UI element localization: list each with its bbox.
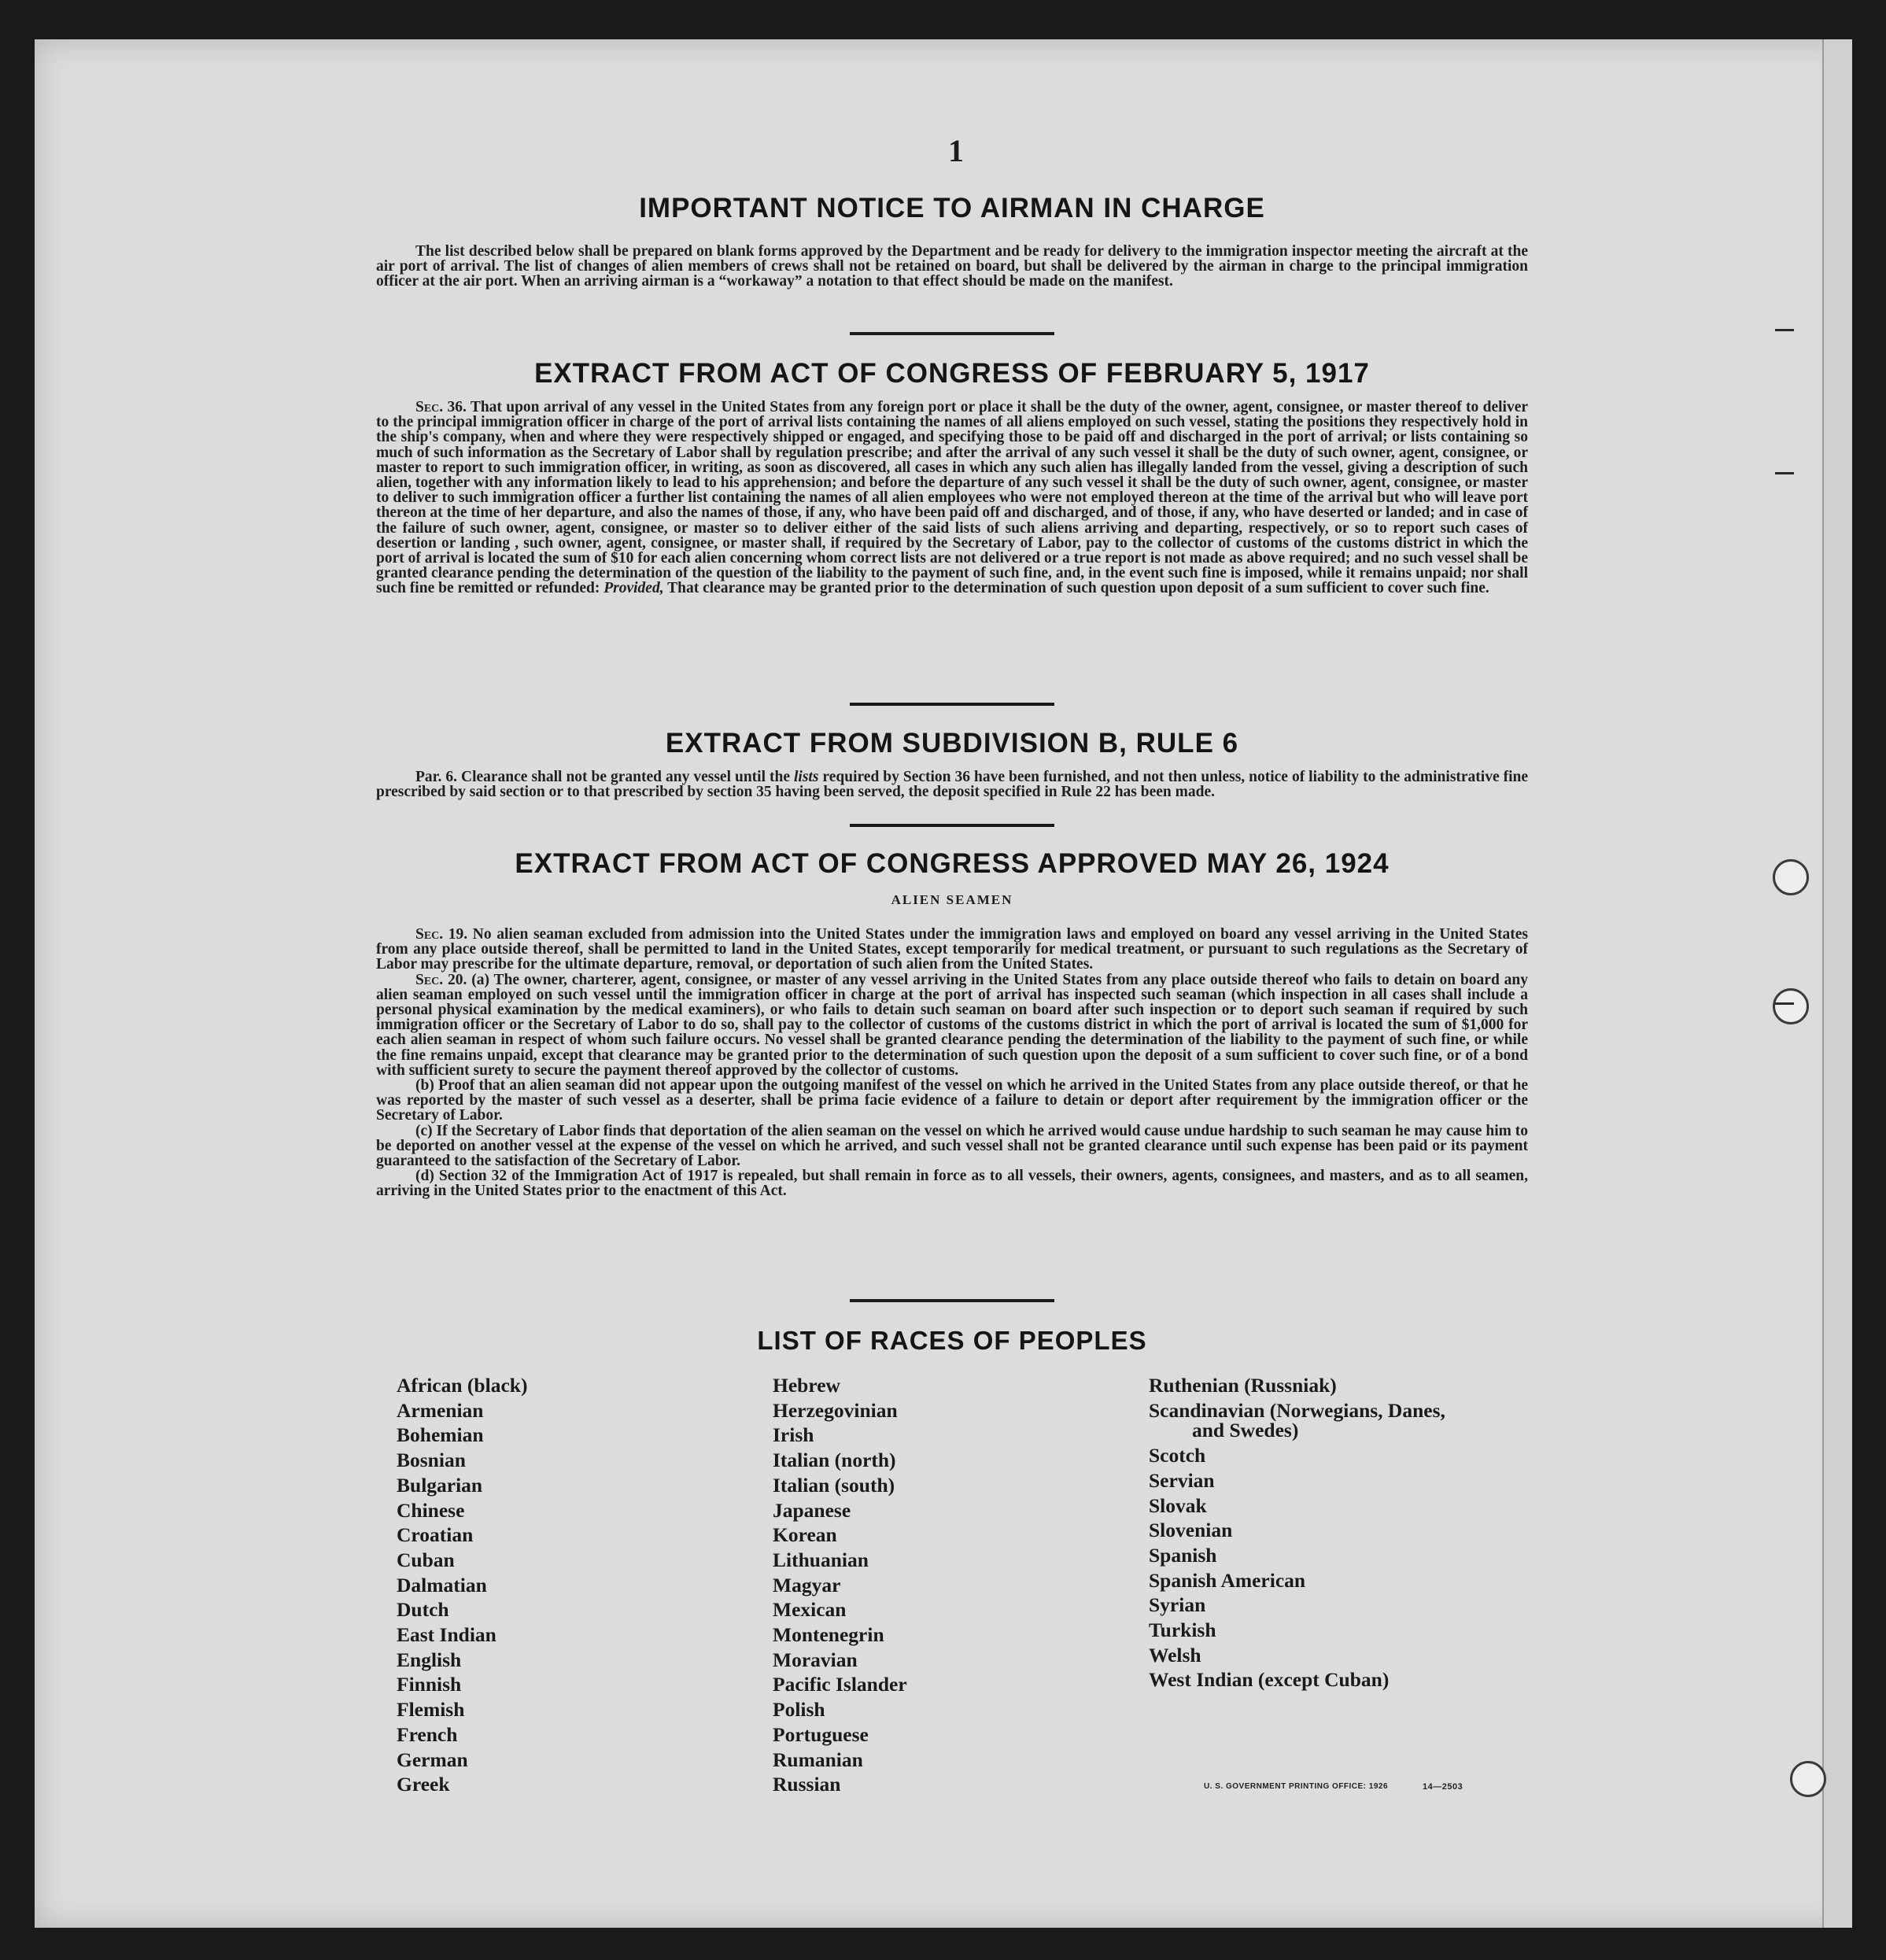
rule6-lists: lists: [793, 769, 819, 785]
sec20c-text: (c) If the Secretary of Labor finds that deportation of the alien seaman on the vessel on which he arrived would cause undue hardship to such seaman he may cause him to be deported on another vessel at the expense of the vessel on which he arrived, and such vessel shall not be granted clearance until such expense has been paid or its payment guaranteed to the satisfaction of the Secretary of Labor.: [376, 1122, 1528, 1170]
act-1924-heading: EXTRACT FROM ACT OF CONGRESS APPROVED MAY 26, 1924: [515, 848, 1390, 879]
races-column-2: [773, 1373, 907, 1797]
race-item: Rumanian: [773, 1748, 863, 1771]
race-item: Dutch: [397, 1598, 449, 1622]
race-item: Bulgarian: [397, 1473, 483, 1497]
rule6-par-a: Par. 6. Clearance shall not be granted any vessel until the: [415, 769, 790, 785]
race-item: Moravian: [773, 1648, 858, 1671]
race-item: Finnish: [397, 1673, 462, 1696]
section-divider: [850, 824, 1054, 827]
sec19-text: No alien seaman excluded from admission into the United States under the immigration laws and employed on board any vessel arriving in the United States from any place outside thereof, shall be permitted to land in the United States, except temporarily for medical treatment, or pursuant to such regulations as the Secretary of Labor may prescribe for the ultimate departure, removal, or deportation of such alien from the United States.: [376, 926, 1528, 973]
provided-word: Provided,: [603, 580, 664, 597]
rule6-par-b: required by Section 36 have been furnished, and not then unless, notice of liability to the administrative fine prescribed by said section or to that prescribed by section 35 having been served, the deposit specified in Rule 22 has been made.: [376, 769, 1529, 801]
race-item: Turkish: [1149, 1619, 1216, 1642]
race-item: Russian: [773, 1773, 841, 1796]
race-item-continued: and Swedes): [1192, 1419, 1299, 1442]
race-item: Portuguese: [773, 1722, 869, 1746]
race-item: Scotch: [1149, 1444, 1206, 1467]
section-label: Sec. 36.: [415, 399, 467, 415]
act-1924-text: [376, 927, 1528, 1199]
races-column-3: [1149, 1373, 1445, 1692]
section-divider: [850, 1299, 1054, 1302]
race-item: Spanish: [1149, 1543, 1217, 1567]
race-item: Polish: [773, 1698, 825, 1722]
alien-seamen-subheading: ALIEN SEAMEN: [891, 892, 1013, 907]
race-item: Lithuanian: [773, 1548, 869, 1571]
race-item: Syrian: [1149, 1593, 1206, 1617]
race-item: Magyar: [773, 1573, 841, 1596]
race-item: Irish: [773, 1423, 814, 1447]
races-heading: LIST OF RACES OF PEOPLES: [757, 1326, 1147, 1355]
race-item: East Indian: [397, 1623, 496, 1647]
sec36-text: That upon arrival of any vessel in the United States from any foreign port or place it shall be the duty of the owner, agent, consignee, or master thereof to deliver to the principal immigration officer in charge of the port of arrival lists containing the names of all aliens employed on such vessel, stating the positions they respectively hold in the ship's company, when and where they were respectively shipped or engaged, and specifying those to be paid off and discharged in the port of arrival; or lists containing so much of such information as the Secretary of Labor shall by regulation prescribe; and after the arrival of any such vessel it shall be the duty of such owner, agent, consignee, or master to report to such immigration officer, in writing, as soon as discovered, all cases in which any such alien has illegally landed from the vessel, giving a description of such alien, together with any information likely to lead to his apprehension; and before the departure of any such vessel it shall be the duty of such owner, agent, consignee, or master to deliver to such immigration officer a further list containing the names of all alien employees who were not employed thereon at the time of the arrival but who will leave port thereon at the time of her departure, and also the names of those, if any, who have been paid off and discharged, and of those, if any, who have deserted or landed; and in case of the failure of such owner, agent, consignee, or master so to deliver either of the said lists of such aliens arriving and departing, respectively, or so to report such cases of desertion or landing , such owner, agent, consignee, or master shall, if required by the Secretary of Labor, pay to the collector of customs of the customs district in which the port of arrival is located the sum of $10 for each alien concerning whom correct lists are not delivered or a true report is not made as above required; and no such vessel shall be granted clearance pending the determination of the question of the liability to the payment of such fine, and, in the event such fine is imposed, while it remains unpaid; nor shall such fine be remitted or refunded:: [376, 399, 1529, 597]
sec20-label: Sec. 20.: [415, 971, 467, 988]
act-1917-heading: EXTRACT FROM ACT OF CONGRESS OF FEBRUARY 5, 1917: [534, 358, 1370, 389]
sec36-proviso: That clearance may be granted prior to the determination of such question upon deposit of a sum sufficient to cover such fine.: [667, 580, 1489, 597]
sec20d-text: (d) Section 32 of the Immigration Act of 1917 is repealed, but shall remain in force as to all vessels, their owners, agents, consignees, and masters, and as to all seamen, arriving in the United States prior to the enactment of this Act.: [376, 1168, 1528, 1200]
race-item: French: [397, 1722, 458, 1746]
race-item: Italian (south): [773, 1473, 895, 1497]
races-column-1: [397, 1373, 527, 1797]
race-item: Armenian: [397, 1398, 484, 1422]
race-item: Montenegrin: [773, 1623, 884, 1647]
race-item: Korean: [773, 1523, 837, 1547]
race-item: Bosnian: [397, 1449, 466, 1472]
race-item: Pacific Islander: [773, 1673, 907, 1696]
section-divider: [850, 703, 1054, 706]
race-item: Bohemian: [397, 1423, 484, 1447]
race-item: Ruthenian (Russniak): [1149, 1374, 1337, 1397]
sec20a-text: (a) The owner, charterer, agent, consignee, or master of any vessel arriving in the United States from any place outside thereof who fails to detain on board any alien seaman employed on such vessel until the immigration officer in charge at the port of arrival has inspected such seaman (which inspection in all cases shall include a personal physical examination by the medical examiners), or who fails to detain such seaman on board after such inspection or to deport such seaman if required by such immigration officer or the Secretary of Labor to do so, shall pay to the collector of customs of the customs district in which the port of arrival is located the sum of $1,000 for each alien seaman in respect of whom such failure occurs. No vessel shall be granted clearance pending the determination of the liability to the payment of such fine, or while the fine remains unpaid, except that clearance may be granted prior to the determination of such question upon the deposit of a sum sufficient to cover such fine, or of a bond with sufficient surety to secure the payment thereof approved by the collector of customs.: [376, 971, 1529, 1079]
race-item: Herzegovinian: [773, 1398, 898, 1422]
race-item: Italian (north): [773, 1449, 896, 1472]
race-item: English: [397, 1648, 462, 1671]
race-item: Dalmatian: [397, 1573, 487, 1596]
race-item: Servian: [1149, 1468, 1215, 1492]
race-item: German: [397, 1748, 468, 1771]
race-item: Mexican: [773, 1598, 847, 1622]
notice-paragraph: The list described below shall be prepared on blank forms approved by the Department and be ready for delivery to the immigration inspector meeting the aircraft at the air port of arrival. The list of changes of alien members of crews shall not be retained on board, but shall be delivered by the airman in charge to the principal immigration officer at the air port. When an arriving airman is a “workaway” a notation to that effect should be made on the manifest.: [376, 243, 1528, 290]
race-item: Slovak: [1149, 1493, 1207, 1517]
section-divider: [850, 332, 1054, 335]
sec20b-text: (b) Proof that an alien seaman did not appear upon the outgoing manifest of the vessel on which he arrived in the United States from any place outside thereof, or that he was reported by the master of such vessel as a deserter, shall be prima facie evidence of a failure to detain or deport after requirement by the immigration officer or the Secretary of Labor.: [376, 1077, 1528, 1124]
form-number: 14—2503: [1423, 1782, 1463, 1792]
race-item: Spanish American: [1149, 1568, 1306, 1592]
race-item: Cuban: [397, 1548, 455, 1571]
race-item: Croatian: [397, 1523, 474, 1547]
notice-heading: IMPORTANT NOTICE TO AIRMAN IN CHARGE: [639, 193, 1265, 223]
race-item: West Indian (except Cuban): [1149, 1668, 1390, 1692]
sec19-label: Sec. 19.: [415, 926, 468, 943]
act-1917-text: [376, 400, 1528, 596]
printer-imprint: U. S. GOVERNMENT PRINTING OFFICE: 1926: [1204, 1782, 1389, 1791]
race-item: Japanese: [773, 1498, 851, 1522]
race-item: Greek: [397, 1773, 450, 1796]
race-item: Slovenian: [1149, 1519, 1233, 1542]
race-item: Hebrew: [773, 1374, 840, 1397]
notice-text: [376, 244, 1528, 290]
rule6-text: [376, 770, 1528, 799]
race-item: Welsh: [1149, 1643, 1201, 1667]
rule6-heading: EXTRACT FROM SUBDIVISION B, RULE 6: [665, 728, 1239, 759]
race-item: Chinese: [397, 1498, 465, 1522]
page-marker: 1: [948, 133, 964, 168]
race-item: Flemish: [397, 1698, 465, 1722]
race-item: African (black): [397, 1374, 528, 1397]
race-item: Scandinavian (Norwegians, Danes,: [1149, 1398, 1445, 1422]
